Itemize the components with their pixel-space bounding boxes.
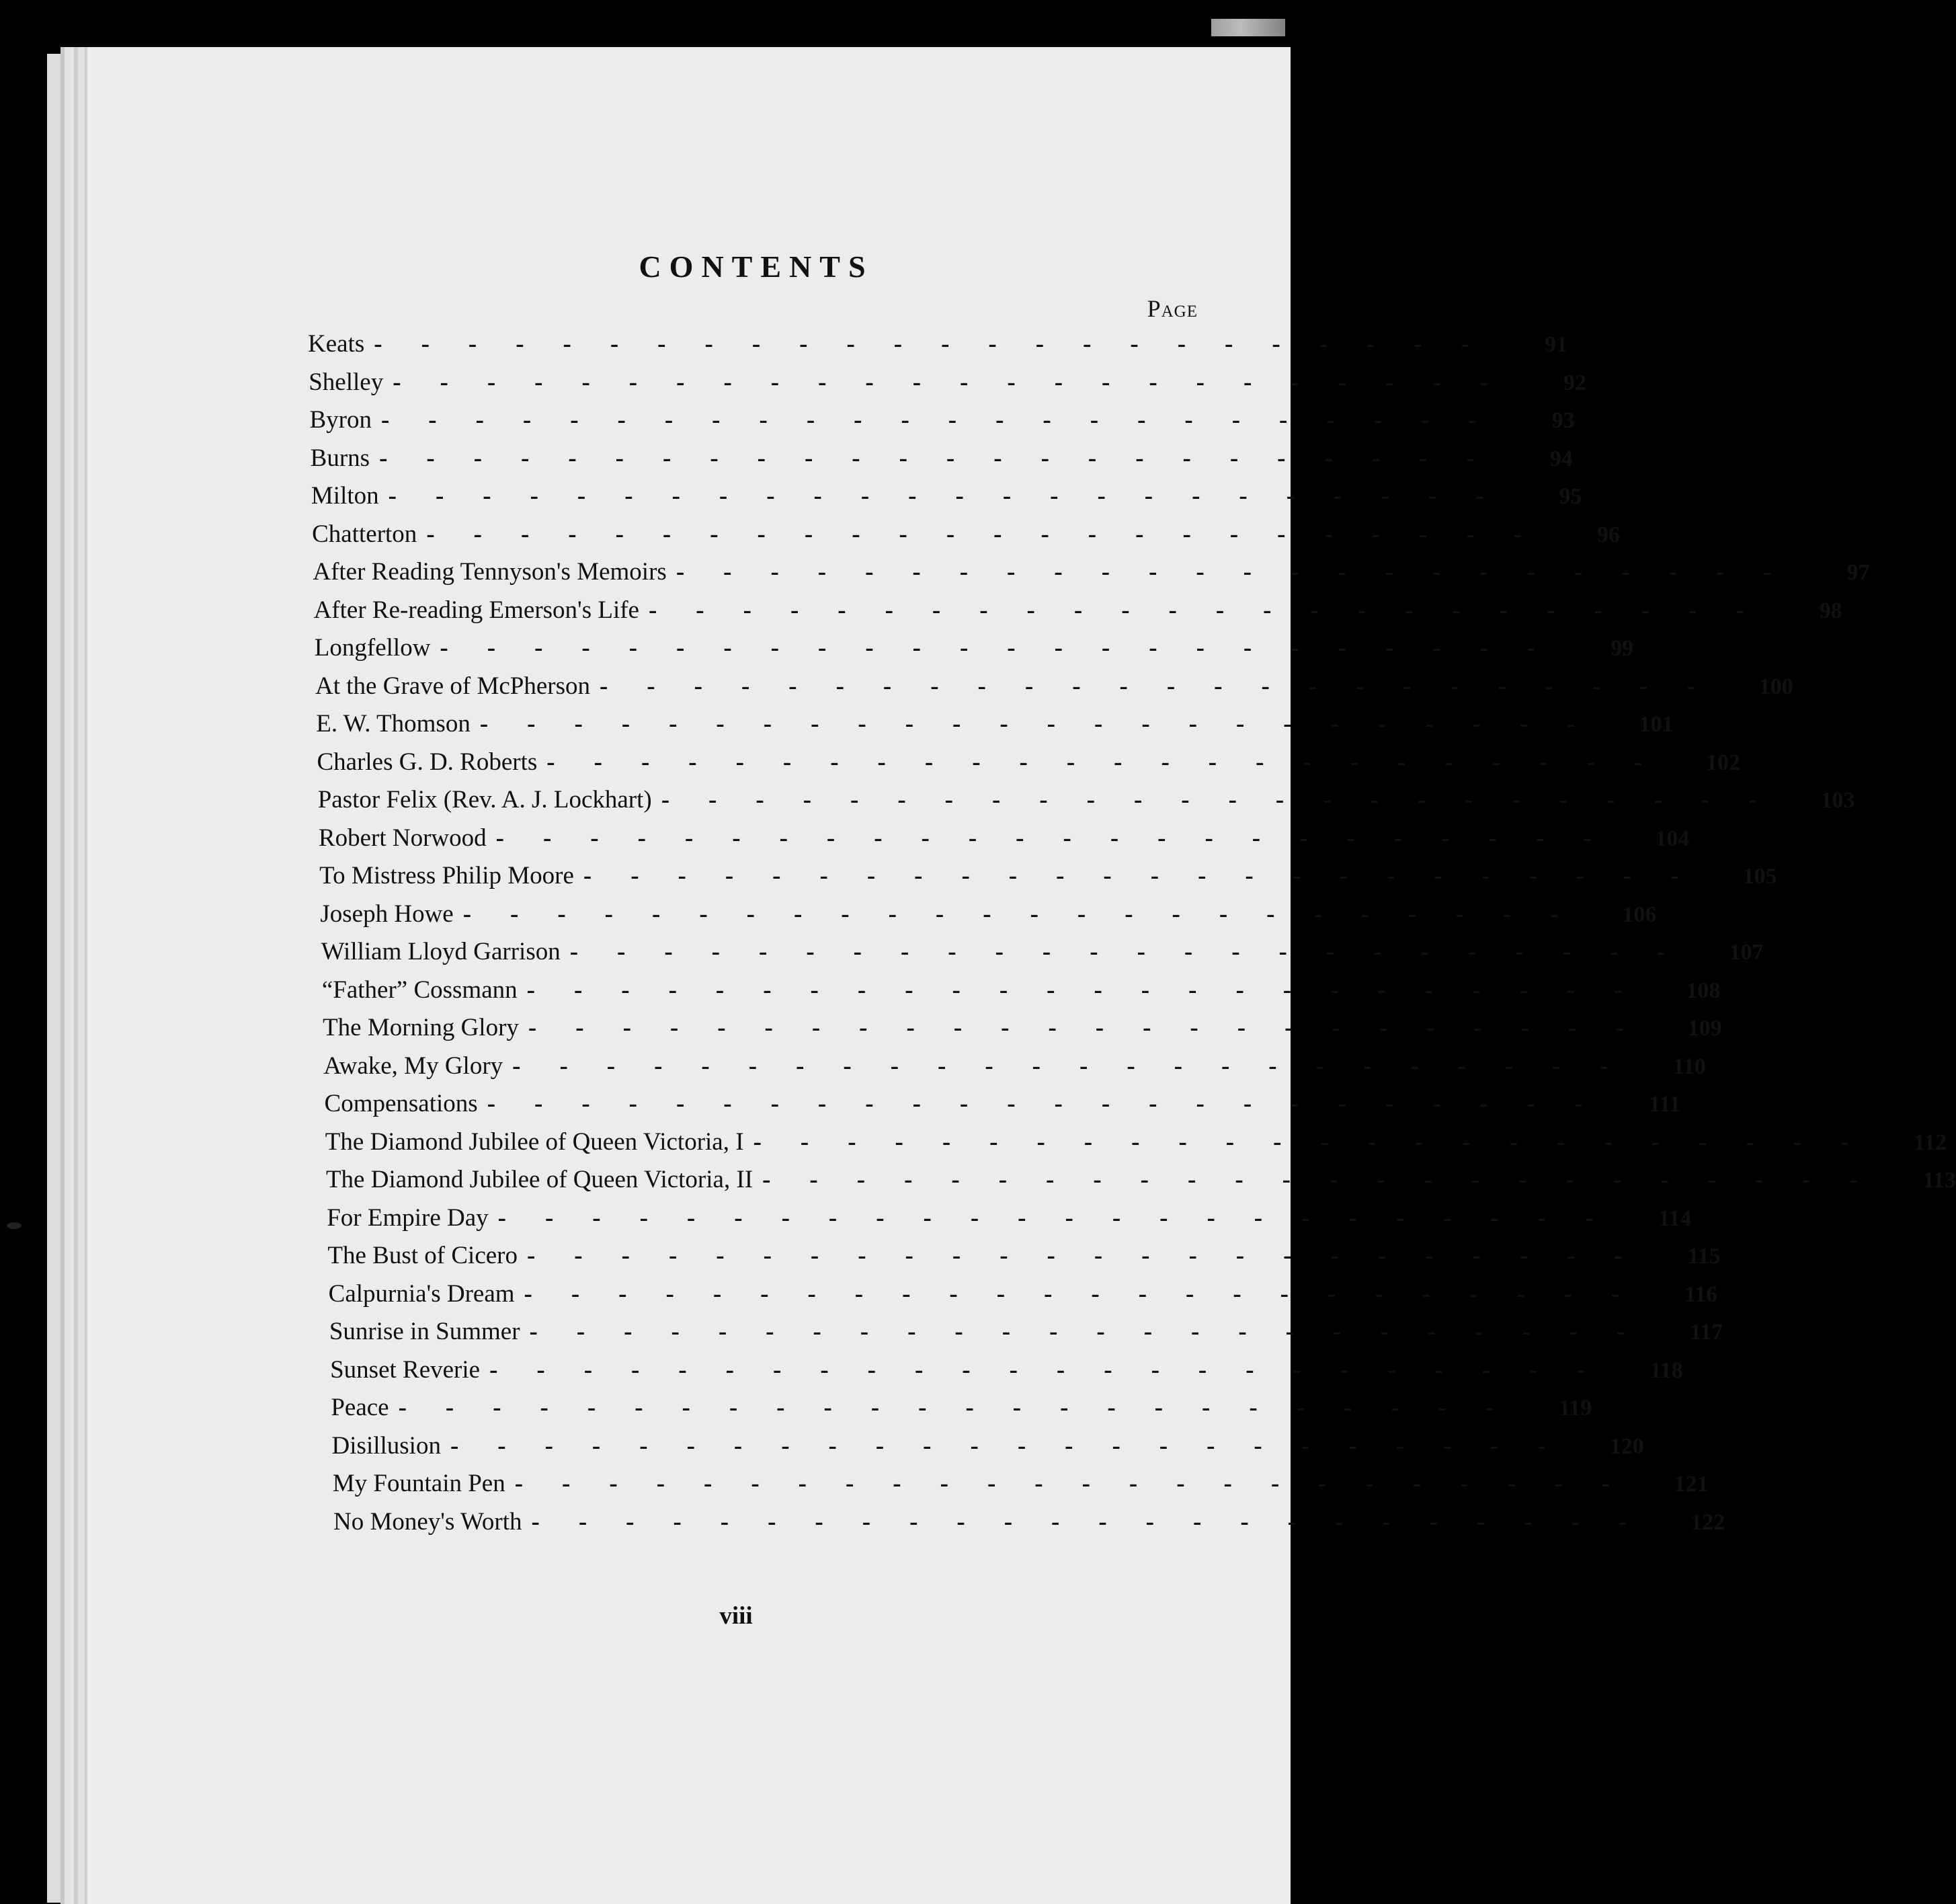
toc-entry-page: 99 [1611, 636, 1634, 661]
toc-entry-page: 121 [1674, 1472, 1709, 1497]
toc-entry [323, 1013, 1722, 1051]
toc-entry-page: 100 [1758, 674, 1793, 699]
dot-leader: ------------------------ [546, 748, 1682, 776]
toc-entry [327, 1203, 1692, 1241]
toc-entry [325, 1165, 1956, 1203]
toc-entry [312, 520, 1621, 557]
toc-entry-page: 122 [1690, 1509, 1725, 1535]
toc-entry [310, 444, 1573, 481]
toc-entry-title: The Morning Glory [323, 1014, 519, 1041]
dot-leader: ------------------------ [440, 634, 1575, 662]
toc-entry-page: 98 [1819, 598, 1842, 623]
dot-leader: ------------------------ [489, 1355, 1624, 1384]
dot-leader: ------------------------ [497, 1203, 1633, 1232]
dot-leader: ------------------------ [569, 938, 1705, 965]
toc-entry-page: 91 [1544, 332, 1567, 357]
toc-entry [317, 748, 1741, 785]
toc-entry [313, 596, 1842, 633]
scan-speck [7, 1222, 22, 1229]
dot-leader: ------------------------ [388, 482, 1523, 510]
toc-entry-title: Chatterton [312, 520, 417, 548]
toc-entry-title: Sunrise in Summer [329, 1318, 520, 1345]
toc-entry-title: E. W. Thomson [316, 710, 471, 738]
toc-entry [321, 937, 1764, 975]
toc-entry [323, 1052, 1706, 1089]
toc-entry [311, 481, 1582, 519]
dot-leader: ------------------------ [762, 1166, 1897, 1193]
toc-entry-title: Byron [309, 406, 372, 434]
toc-entry-page: 95 [1559, 484, 1582, 509]
toc-entry [324, 1089, 1681, 1127]
toc-entry-title: Disillusion [331, 1431, 441, 1460]
toc-entry-title: Pastor Felix (Rev. A. J. Lockhart) [317, 786, 652, 814]
dot-leader: ------------------------ [528, 1014, 1663, 1041]
toc-entry-page: 109 [1687, 1016, 1722, 1041]
toc-entry [320, 900, 1657, 937]
dot-leader: ------------------------ [380, 406, 1516, 434]
toc-entry [314, 633, 1634, 671]
toc-entry-title: No Money's Worth [333, 1507, 522, 1536]
toc-entry-title: To Mistress Philip Moore [319, 862, 574, 889]
toc-entry [316, 709, 1674, 747]
toc-entry-title: Compensations [324, 1090, 478, 1117]
toc-entry-page: 117 [1690, 1320, 1723, 1345]
dot-leader: ------------------------ [393, 368, 1527, 396]
toc-entry-page: 101 [1639, 712, 1674, 737]
dot-leader: ------------------------ [599, 672, 1734, 700]
dot-leader: ------------------------ [514, 1470, 1649, 1497]
dot-leader: ------------------------ [526, 1242, 1662, 1269]
dot-leader: ------------------------ [529, 1318, 1664, 1345]
dot-leader: ------------------------ [512, 1052, 1647, 1080]
toc-entry-title: For Empire Day [327, 1203, 489, 1232]
toc-entry-page: 92 [1563, 370, 1586, 395]
toc-entry [331, 1431, 1644, 1469]
scan-edge-artifact [1211, 19, 1285, 36]
toc-entry-title: Milton [311, 482, 379, 510]
toc-entry-title: Longfellow [314, 634, 431, 662]
dot-leader: ------------------------ [526, 976, 1662, 1004]
toc-entry-title: Keats [308, 330, 365, 358]
dot-leader: ------------------------ [531, 1507, 1666, 1536]
dot-leader: ------------------------ [648, 596, 1783, 624]
toc-entry-title: Calpurnia's Dream [328, 1279, 515, 1308]
toc-entry-page: 96 [1597, 522, 1621, 547]
toc-entry-title: The Diamond Jubilee of Queen Victoria, II [325, 1166, 753, 1193]
toc-entry-page: 94 [1549, 446, 1573, 471]
toc-entry-title: Sunset Reverie [330, 1355, 481, 1384]
toc-entry-title: Burns [310, 444, 370, 472]
toc-entry-page: 112 [1914, 1129, 1947, 1155]
dot-leader: ------------------------ [398, 1394, 1533, 1421]
contents-heading: CONTENTS [639, 249, 874, 284]
toc-entry-title: Robert Norwood [318, 824, 487, 852]
dot-leader: ------------------------ [661, 786, 1796, 814]
dot-leader: ------------------------ [374, 330, 1508, 358]
toc-entry [329, 1317, 1723, 1355]
toc-entry-page: 120 [1609, 1433, 1644, 1459]
dot-leader: ------------------------ [753, 1127, 1888, 1156]
toc-entry [309, 405, 1575, 443]
toc-entry-page: 113 [1922, 1168, 1956, 1193]
toc-entry-page: 97 [1846, 560, 1870, 585]
toc-entry-page: 103 [1820, 788, 1855, 813]
toc-entry [333, 1507, 1725, 1545]
toc-entry-page: 111 [1649, 1092, 1681, 1117]
toc-entry [318, 824, 1690, 861]
toc-entry-title: Awake, My Glory [323, 1052, 503, 1080]
toc-entry-title: My Fountain Pen [332, 1470, 505, 1497]
toc-entry [330, 1355, 1683, 1393]
toc-entry-page: 118 [1649, 1357, 1683, 1383]
toc-entry-title: Charles G. D. Roberts [317, 748, 538, 776]
page-content [87, 47, 1956, 1904]
toc-entry [317, 785, 1855, 823]
toc-entry-page: 115 [1687, 1244, 1721, 1269]
toc-entry-title: The Bust of Cicero [327, 1242, 518, 1269]
toc-entry [313, 557, 1870, 595]
toc-entry-page: 102 [1706, 750, 1741, 775]
dot-leader: ------------------------ [583, 862, 1718, 889]
toc-entry [327, 1241, 1721, 1279]
dot-leader: ------------------------ [487, 1090, 1622, 1117]
page-column-label: Page [1147, 295, 1198, 322]
toc-entry [308, 329, 1567, 367]
toc-entry-page: 107 [1729, 940, 1764, 965]
dot-leader: ------------------------ [676, 558, 1811, 586]
toc-entry-page: 93 [1551, 408, 1575, 433]
toc-entry-page: 116 [1684, 1281, 1718, 1307]
toc-entry-title: The Diamond Jubilee of Queen Victoria, I [325, 1127, 744, 1156]
toc-entry-page: 110 [1672, 1054, 1706, 1079]
toc-entry-page: 106 [1622, 902, 1657, 927]
dot-leader: ------------------------ [426, 520, 1561, 548]
toc-entry-title: After Reading Tennyson's Memoirs [313, 558, 667, 586]
toc-entry-title: Peace [331, 1394, 389, 1421]
toc-entry [325, 1127, 1947, 1165]
dot-leader: ------------------------ [379, 444, 1514, 472]
toc-entry-title: Shelley [309, 368, 384, 396]
toc-entry [309, 368, 1586, 405]
dot-leader: ------------------------ [462, 900, 1598, 928]
toc-entry-title: William Lloyd Garrison [321, 938, 561, 965]
dot-leader: ------------------------ [479, 710, 1615, 738]
page-number-folio: viii [719, 1602, 753, 1630]
dot-leader: ------------------------ [495, 824, 1631, 852]
toc-entry-page: 105 [1742, 864, 1777, 889]
toc-entry-title: At the Grave of McPherson [315, 672, 590, 700]
book-page [87, 47, 1956, 1904]
toc-entry-page: 104 [1655, 826, 1690, 851]
dot-leader: ------------------------ [524, 1279, 1659, 1308]
toc-entry-title: After Re-reading Emerson's Life [313, 596, 639, 624]
toc-entry-title: “Father” Cossmann [321, 976, 518, 1004]
toc-entry [319, 861, 1777, 899]
toc-entry [331, 1393, 1592, 1431]
toc-entry-page: 114 [1658, 1205, 1692, 1231]
toc-entry-page: 119 [1559, 1396, 1592, 1421]
toc-entry [332, 1469, 1709, 1507]
toc-entry [328, 1279, 1718, 1317]
toc-entry [315, 672, 1793, 709]
dot-leader: ------------------------ [450, 1431, 1585, 1460]
toc-entry-title: Joseph Howe [320, 900, 454, 928]
toc-entry [321, 976, 1721, 1013]
toc-entry-page: 108 [1686, 978, 1721, 1003]
